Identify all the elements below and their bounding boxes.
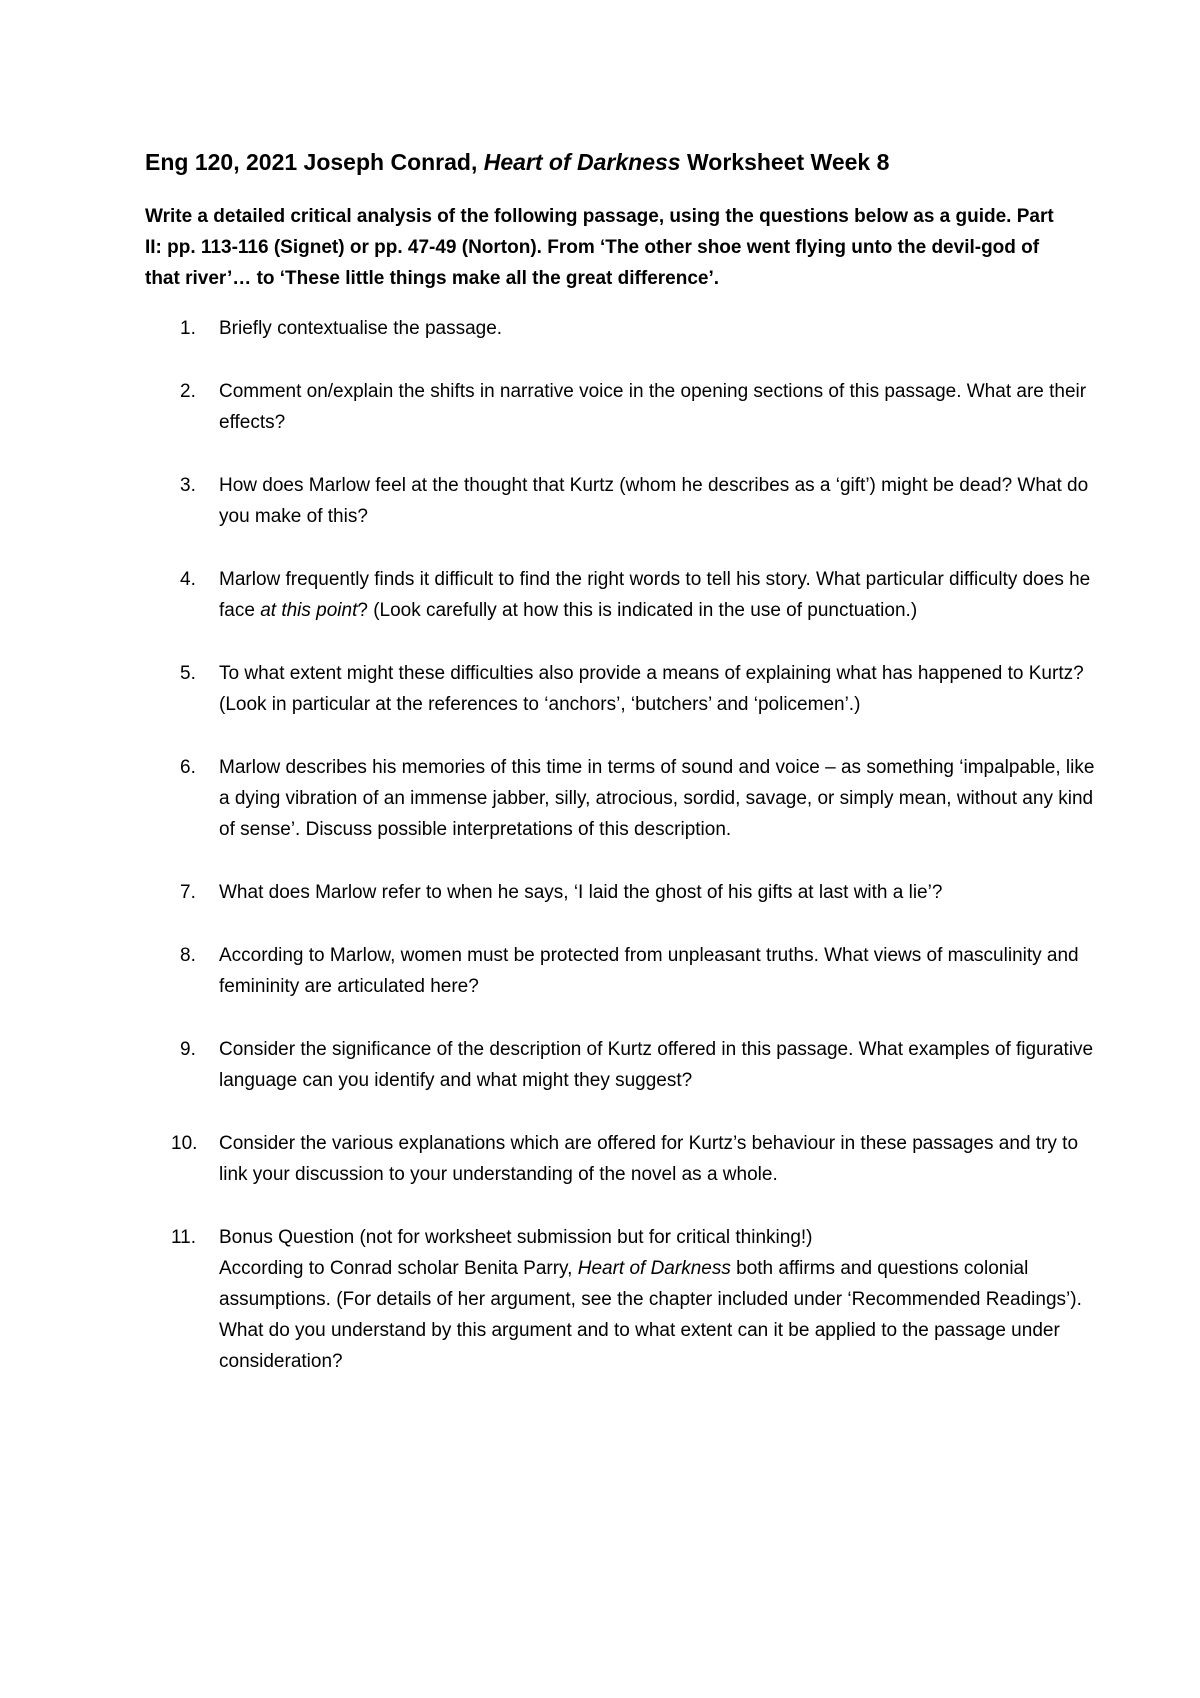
question-text: To what extent might these difficulties also provide a means of explaining what has happened to Kurtz? (Look in particular at the references to ‘anchors’, ‘butchers’ and ‘policemen’.): [219, 663, 1084, 715]
question-text-italic: Heart of Darkness: [577, 1258, 731, 1279]
question-number: 11.: [171, 1227, 197, 1248]
question-number: 2.: [180, 381, 196, 402]
question-text: Comment on/explain the shifts in narrative voice in the opening sections of this passage. What are their effects?: [219, 381, 1087, 433]
title-prefix: Eng 120, 2021 Joseph Conrad,: [145, 149, 484, 175]
question-text: What does Marlow refer to when he says, ‘I laid the ghost of his gifts at last with a lie’?: [219, 882, 943, 903]
instructions-paragraph: Write a detailed critical analysis of the following passage, using the questions below as a guide. Part II: pp. 113-116 (Signet) or pp. 47-49 (Norton). From ‘The other shoe went flying unto the devil-god of that river’… to ‘These little things make all the great difference’.: [145, 206, 1054, 289]
question-item-4: [145, 564, 1095, 626]
question-number: 10.: [171, 1133, 198, 1154]
question-text: According to Marlow, women must be protected from unpleasant truths. What views of masculinity and femininity are articulated here?: [219, 945, 1079, 997]
question-text-before: Marlow frequently finds it difficult to find the right words to tell his story. What particular difficulty does he face: [219, 569, 1091, 621]
title-italic: Heart of Darkness: [483, 149, 681, 175]
title-suffix: Worksheet Week 8: [680, 149, 890, 175]
question-list: [145, 313, 1095, 1377]
question-text: Marlow describes his memories of this time in terms of sound and voice – as something ‘impalpable, like a dying vibration of an immense jabber, silly, atrocious, sordid, savage, or simply mean, without any kind of sense’. Discuss possible interpretations of this description.: [219, 757, 1095, 840]
question-text: Consider the various explanations which are offered for Kurtz’s behaviour in these passages and try to link your discussion to your understanding of the novel as a whole.: [219, 1133, 1079, 1185]
question-number: 6.: [180, 757, 196, 778]
question-item-11: [145, 1222, 1095, 1377]
page-title: [145, 147, 1105, 177]
question-item-8: [145, 940, 1095, 1002]
question-item-6: [145, 752, 1095, 845]
question-number: 3.: [180, 475, 196, 496]
question-text-before: According to Conrad scholar Benita Parry,: [219, 1258, 578, 1279]
question-item-1: [145, 313, 1095, 344]
question-item-10: [145, 1128, 1095, 1190]
question-number: 8.: [180, 945, 196, 966]
question-item-7: [145, 877, 1095, 908]
question-text-after: both affirms and questions colonial assumptions. (For details of her argument, see the chapter included under ‘Recommended Readings’). What do you understand by this argument and to what extent can it be applied to the passage under consideration?: [219, 1258, 1082, 1372]
question-text: How does Marlow feel at the thought that Kurtz (whom he describes as a ‘gift’) might be dead? What do you make of this?: [219, 475, 1089, 527]
question-number: 5.: [180, 663, 196, 684]
question-item-2: [145, 376, 1095, 438]
question-number: 4.: [180, 569, 196, 590]
question-item-9: [145, 1034, 1095, 1096]
question-text-after: ? (Look carefully at how this is indicated in the use of punctuation.): [357, 600, 918, 621]
question-item-3: [145, 470, 1095, 532]
question-number: 7.: [180, 882, 196, 903]
question-number: 1.: [180, 318, 196, 339]
question-text: Briefly contextualise the passage.: [219, 318, 503, 339]
question-item-5: [145, 658, 1095, 720]
bonus-question-heading: Bonus Question (not for worksheet submission but for critical thinking!): [219, 1227, 813, 1248]
question-text-italic: at this point: [260, 600, 358, 621]
question-number: 9.: [180, 1039, 196, 1060]
question-text: Consider the significance of the description of Kurtz offered in this passage. What examples of figurative language can you identify and what might they suggest?: [219, 1039, 1094, 1091]
